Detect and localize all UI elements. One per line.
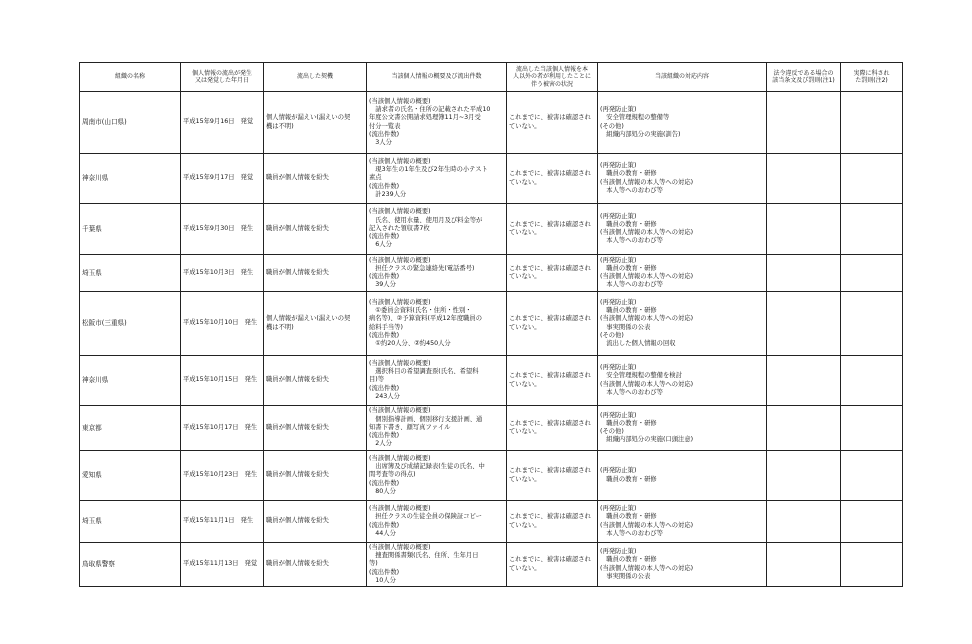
actual-penalty-cell — [841, 543, 903, 587]
date-cell — [181, 255, 264, 292]
trigger-text: 職員が個人情報を紛失 — [266, 224, 329, 232]
date-status: 発生 — [244, 376, 258, 384]
third-party-cell — [507, 356, 598, 406]
third-party-cell — [507, 406, 598, 451]
header-organization: 組織の名称 — [80, 63, 181, 92]
incident-date: 平成15年10月3日 — [183, 268, 235, 276]
summary-cell — [367, 543, 507, 587]
date-cell — [181, 406, 264, 451]
summary-text: (当該個人情報の概要) 選択科目の希望調査票(氏名、希望科 目)等 (流出件数) 243人分 — [369, 359, 479, 400]
organization-name: 千葉県 — [82, 224, 102, 233]
organization-name: 周南市(山口県) — [82, 118, 127, 127]
trigger-cell — [264, 543, 367, 587]
header-legal: 法令違反である場合の 該当条文及び罰則(注1) — [767, 63, 841, 92]
summary-cell — [367, 204, 507, 255]
summary-cell — [367, 92, 507, 154]
organization-cell — [80, 406, 181, 451]
table-body — [80, 92, 903, 587]
third-party-cell — [507, 543, 598, 587]
trigger-cell — [264, 255, 367, 292]
organization-cell — [80, 204, 181, 255]
summary-cell — [367, 154, 507, 204]
actual-penalty-cell — [841, 451, 903, 501]
organization-name: 松阪市(三重県) — [82, 319, 127, 328]
date-status: 発生 — [244, 319, 258, 327]
header-third-party: 流出した当該個人情報を本 人以外の者が利用したことに 伴う被害の状況 — [507, 63, 598, 92]
response-text: (再発防止策) 職員の教育・研修 (当該個人情報の本人等への対応) 事実関係の公表 — [600, 548, 694, 580]
incident-date: 平成15年10月15日 — [183, 376, 239, 384]
report-page — [79, 62, 902, 587]
summary-text: (当該個人情報の概要) 現3年生の1年生及び2年生時の小テスト 素点 (流出件数) 計239人分 — [369, 157, 488, 198]
summary-cell — [367, 451, 507, 501]
trigger-cell — [264, 501, 367, 543]
table-row — [80, 543, 903, 587]
legal-cell — [767, 92, 841, 154]
third-party-text: これまでに、被害は確認され ていない。 — [509, 170, 591, 186]
third-party-cell — [507, 204, 598, 255]
date-cell — [181, 356, 264, 406]
summary-text: (当該個人情報の概要) 担任クラスの生徒全員の保険証コピー (流出件数) 44人分 — [369, 505, 482, 537]
legal-cell — [767, 406, 841, 451]
trigger-text: 個人情報が漏えい(漏えいの契 機は不明) — [266, 114, 351, 130]
summary-text: (当該個人情報の概要) 出席簿及び成績記録表(生徒の氏名、中 間考査等の得点) (流出件数) 80人分 — [369, 454, 485, 495]
third-party-text: これまでに、被害は確認され ていない。 — [509, 467, 591, 483]
trigger-cell — [264, 451, 367, 501]
response-text: (再発防止策) 職員の教育・研修 — [600, 467, 657, 483]
actual-penalty-cell — [841, 154, 903, 204]
date-status: 発覚 — [244, 560, 258, 568]
legal-cell — [767, 543, 841, 587]
date-status: 発覚 — [240, 118, 254, 126]
incident-date: 平成15年10月23日 — [183, 471, 239, 479]
trigger-text: 職員が個人情報を紛失 — [266, 174, 329, 182]
legal-cell — [767, 501, 841, 543]
organization-cell — [80, 543, 181, 587]
table-row — [80, 255, 903, 292]
organization-cell — [80, 292, 181, 356]
trigger-cell — [264, 92, 367, 154]
incident-date: 平成15年9月16日 — [183, 118, 235, 126]
incident-date: 平成15年11月13日 — [183, 560, 239, 568]
table-row — [80, 451, 903, 501]
third-party-cell — [507, 154, 598, 204]
legal-cell — [767, 451, 841, 501]
response-cell — [598, 451, 767, 501]
summary-text: (当該個人情報の概要) 個別指導計画、個別移行支援計画、通 知書下書き、顔写真ファイル (流出件数) 2人分 — [369, 407, 483, 448]
trigger-text: 職員が個人情報を紛失 — [266, 471, 329, 479]
third-party-text: これまでに、被害は確認され ていない。 — [509, 114, 591, 130]
table-row — [80, 292, 903, 356]
trigger-cell — [264, 406, 367, 451]
summary-text: (当該個人情報の概要) 氏名、使用水量、使用月及び料金等が 記入された領収書7枚 (流出件数) 6人分 — [369, 208, 483, 249]
date-cell — [181, 204, 264, 255]
summary-text: (当該個人情報の概要) ①委員会資料(氏名・住所・性別・ 病名等)、②予算資料(平成12年度職員の 給料手当等) (流出件数) ①約20人分、②約450人分 — [369, 298, 483, 347]
organization-cell — [80, 255, 181, 292]
incident-table — [79, 62, 903, 587]
incident-date: 平成15年9月30日 — [183, 224, 235, 232]
incident-date: 平成15年10月10日 — [183, 319, 239, 327]
trigger-text: 職員が個人情報を紛失 — [266, 423, 329, 431]
actual-penalty-cell — [841, 406, 903, 451]
actual-penalty-cell — [841, 356, 903, 406]
response-cell — [598, 501, 767, 543]
summary-cell — [367, 255, 507, 292]
summary-text: (当該個人情報の概要) 担任クラスの緊急連絡先(電話番号) (流出件数) 39人分 — [369, 256, 475, 289]
organization-cell — [80, 154, 181, 204]
date-status: 発生 — [240, 517, 254, 525]
header-trigger: 流出した契機 — [264, 63, 367, 92]
actual-penalty-cell — [841, 292, 903, 356]
date-cell — [181, 292, 264, 356]
table-row — [80, 154, 903, 204]
trigger-text: 個人情報が漏えい(漏えいの契 機は不明) — [266, 315, 351, 331]
table-row — [80, 356, 903, 406]
legal-cell — [767, 292, 841, 356]
third-party-text: これまでに、被害は確認され ていない。 — [509, 264, 591, 280]
organization-name: 埼玉県 — [82, 268, 102, 277]
response-text: (再発防止策) 職員の教育・研修 (当該個人情報の本人等への対応) 事実関係の公表 (その他) 流出した個人情報の回収 — [600, 298, 694, 347]
trigger-cell — [264, 356, 367, 406]
legal-cell — [767, 204, 841, 255]
third-party-text: これまでに、被害は確認され ていない。 — [509, 315, 591, 331]
incident-date: 平成15年11月1日 — [183, 517, 235, 525]
response-cell — [598, 255, 767, 292]
date-cell — [181, 501, 264, 543]
trigger-text: 職員が個人情報を紛失 — [266, 268, 329, 276]
actual-penalty-cell — [841, 501, 903, 543]
trigger-text: 職員が個人情報を紛失 — [266, 517, 329, 525]
response-text: (再発防止策) 安全管理規程の整備を検討 (当該個人情報の本人等への対応) 本人等へのおわび等 — [600, 364, 694, 396]
third-party-text: これまでに、被害は確認され ていない。 — [509, 220, 591, 236]
third-party-text: これまでに、被害は確認され ていない。 — [509, 513, 591, 529]
response-text: (再発防止策) 安全管理規程の整備等 (その他) 組織内部処分の実施(訓告) — [600, 106, 681, 138]
response-text: (再発防止策) 職員の教育・研修 (当該個人情報の本人等への対応) 本人等へのおわび等 — [600, 212, 694, 245]
response-text: (再発防止策) 職員の教育・研修 (その他) 組織内部処分の実施(口頭注意) — [600, 411, 694, 444]
table-row — [80, 92, 903, 154]
response-text: (再発防止策) 職員の教育・研修 (当該個人情報の本人等への対応) 本人等へのおわび等 — [600, 256, 694, 289]
date-status: 発生 — [244, 471, 258, 479]
organization-name: 愛知県 — [82, 471, 102, 480]
trigger-cell — [264, 154, 367, 204]
organization-cell — [80, 501, 181, 543]
response-cell — [598, 406, 767, 451]
incident-date: 平成15年10月17日 — [183, 423, 239, 431]
response-cell — [598, 92, 767, 154]
response-cell — [598, 292, 767, 356]
third-party-cell — [507, 292, 598, 356]
third-party-text: これまでに、被害は確認され ていない。 — [509, 372, 591, 388]
organization-name: 東京都 — [82, 423, 102, 432]
organization-name: 鳥取県警察 — [82, 560, 115, 569]
date-cell — [181, 451, 264, 501]
trigger-cell — [264, 292, 367, 356]
legal-cell — [767, 154, 841, 204]
date-cell — [181, 154, 264, 204]
organization-cell — [80, 451, 181, 501]
header-row — [80, 63, 903, 92]
legal-cell — [767, 356, 841, 406]
date-cell — [181, 92, 264, 154]
header-actual-penalty: 実際に科され た罰則(注2) — [841, 63, 903, 92]
response-cell — [598, 204, 767, 255]
date-status: 発生 — [244, 423, 258, 431]
response-cell — [598, 356, 767, 406]
organization-name: 神奈川県 — [82, 376, 109, 385]
third-party-cell — [507, 451, 598, 501]
table-row — [80, 406, 903, 451]
third-party-cell — [507, 501, 598, 543]
third-party-cell — [507, 92, 598, 154]
table-row — [80, 204, 903, 255]
legal-cell — [767, 255, 841, 292]
organization-cell — [80, 92, 181, 154]
organization-cell — [80, 356, 181, 406]
summary-cell — [367, 292, 507, 356]
trigger-text: 職員が個人情報を紛失 — [266, 560, 329, 568]
response-cell — [598, 543, 767, 587]
summary-text: (当該個人情報の概要) 捜査関係書類(氏名、住所、生年月日 等) (流出件数) 10人分 — [369, 544, 479, 584]
header-summary: 当該個人情報の概要及び流出件数 — [367, 63, 507, 92]
table-row — [80, 501, 903, 543]
header-response: 当該組織の対応内容 — [598, 63, 767, 92]
trigger-text: 職員が個人情報を紛失 — [266, 376, 329, 384]
response-cell — [598, 154, 767, 204]
actual-penalty-cell — [841, 92, 903, 154]
header-date: 個人情報の流出が発生 又は発覚した年月日 — [181, 63, 264, 92]
summary-cell — [367, 501, 507, 543]
summary-text: (当該個人情報の概要) 請求者の氏名・住所の記載された平成10 年度公文書公開請求処理簿11月~3月受 付分一覧表 (流出件数) 3人分 — [369, 97, 491, 146]
organization-name: 埼玉県 — [82, 517, 102, 526]
third-party-text: これまでに、被害は確認され ていない。 — [509, 419, 591, 435]
actual-penalty-cell — [841, 204, 903, 255]
date-status: 発生 — [240, 224, 254, 232]
incident-date: 平成15年9月17日 — [183, 174, 235, 182]
date-status: 発生 — [240, 268, 254, 276]
response-text: (再発防止策) 職員の教育・研修 (当該個人情報の本人等への対応) 本人等へのおわび等 — [600, 505, 694, 537]
response-text: (再発防止策) 職員の教育・研修 (当該個人情報の本人等への対応) 本人等へのおわび等 — [600, 162, 694, 194]
summary-cell — [367, 406, 507, 451]
trigger-cell — [264, 204, 367, 255]
actual-penalty-cell — [841, 255, 903, 292]
date-cell — [181, 543, 264, 587]
date-status: 発覚 — [240, 174, 254, 182]
third-party-cell — [507, 255, 598, 292]
organization-name: 神奈川県 — [82, 174, 109, 183]
summary-cell — [367, 356, 507, 406]
third-party-text: これまでに、被害は確認され ていない。 — [509, 556, 591, 572]
